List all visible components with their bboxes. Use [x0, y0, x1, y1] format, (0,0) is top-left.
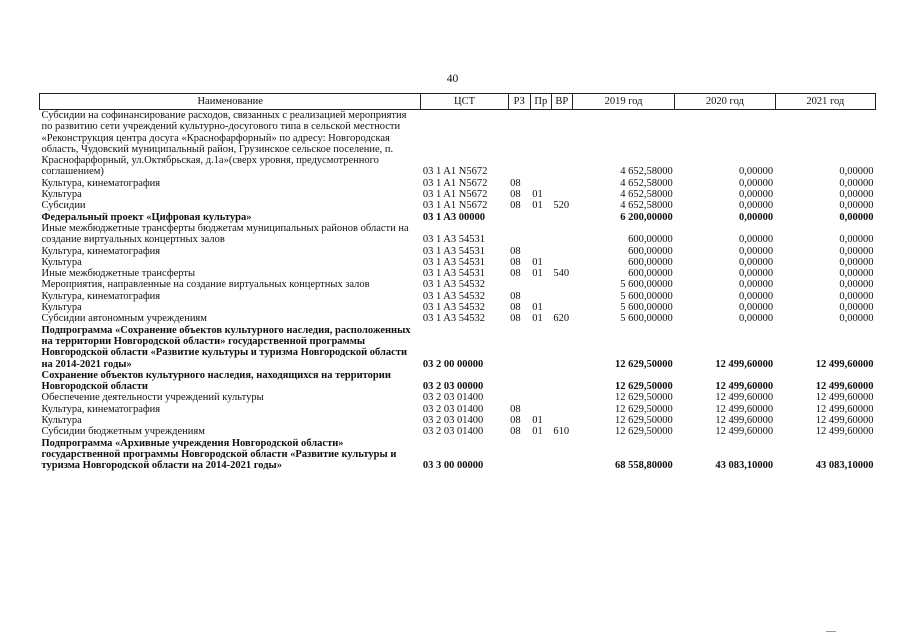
- cell-pr: [530, 178, 551, 189]
- cell-2019: 12 629,50000: [614, 358, 673, 370]
- cell-rz: 08: [510, 177, 521, 189]
- cell-name: Субсидии: [41, 200, 86, 212]
- cell-2019: 12 629,50000: [614, 403, 673, 415]
- cell-pr: 01: [532, 189, 543, 201]
- cell-2020: 0,00000: [738, 279, 774, 291]
- cell-pr: 01: [532, 256, 543, 268]
- cell-rz: [508, 370, 530, 393]
- cell-pr: 01: [532, 302, 543, 314]
- table-row: [40, 438, 876, 472]
- cell-pr: 01: [532, 200, 543, 212]
- cell-2019: 6 200,00000: [620, 211, 673, 223]
- header-pr: Пр: [530, 94, 551, 110]
- cell-name: Мероприятия, направленные на создание виртуальных концертных залов: [41, 279, 370, 291]
- table-row: [40, 370, 876, 393]
- cell-vr: [551, 302, 572, 313]
- cell-2019: 68 558,80000: [614, 460, 673, 472]
- cell-cst: 03 2 03 01400: [422, 415, 484, 427]
- cell-2021: 0,00000: [839, 290, 874, 302]
- cell-2019: 5 600,00000: [620, 313, 673, 325]
- cell-rz: 08: [510, 426, 521, 438]
- cell-pr: [530, 212, 551, 223]
- cell-rz: [508, 438, 530, 472]
- table-row: [40, 426, 876, 437]
- cell-pr: 01: [532, 426, 543, 438]
- cell-2020: 12 499,60000: [715, 403, 774, 415]
- cell-cst: 03 2 03 01400: [422, 403, 484, 415]
- cell-name: Культура, кинематография: [41, 245, 161, 257]
- table-row: [40, 189, 876, 200]
- table-row: [40, 178, 876, 189]
- table-row: [40, 200, 876, 211]
- cell-cst: 03 2 03 01400: [422, 392, 484, 404]
- cell-2021: 0,00000: [839, 268, 874, 280]
- cell-cst: 03 1 A3 54532: [422, 313, 485, 325]
- cell-pr: [530, 370, 551, 393]
- table-header: [40, 94, 876, 110]
- cell-2021: 0,00000: [839, 211, 874, 223]
- cell-2021: 0,00000: [839, 200, 874, 212]
- cell-2020: 0,00000: [738, 177, 774, 189]
- cell-vr: [551, 415, 572, 426]
- cell-2019: 5 600,00000: [620, 290, 673, 302]
- table-body: [40, 110, 876, 472]
- cell-vr: [551, 279, 572, 290]
- cell-vr: 610: [553, 426, 570, 438]
- cell-name: Культура, кинематография: [41, 290, 161, 302]
- cell-cst: 03 1 A3 54531: [422, 245, 485, 257]
- cell-rz: [508, 223, 530, 246]
- cell-name: Федеральный проект «Цифровая культура»: [41, 211, 252, 223]
- cell-pr: [530, 325, 551, 370]
- table-row: [40, 279, 876, 290]
- cell-2019: 4 652,58000: [620, 166, 673, 178]
- cell-2020: 12 499,60000: [715, 426, 774, 438]
- cell-2019: 5 600,00000: [620, 279, 673, 291]
- cell-2021: 0,00000: [839, 279, 874, 291]
- cell-2019: 12 629,50000: [614, 381, 673, 393]
- cell-cst: 03 2 03 01400: [422, 426, 484, 438]
- cell-name: Подпрограмма «Архивные учреждения Новгородской области» государственной программы Новгородской области «Развитие культуры и туризма Новгородской области на 2014-2021 годы»: [41, 437, 397, 472]
- cell-2020: 12 499,60000: [715, 415, 774, 427]
- cell-2020: 0,00000: [738, 166, 774, 178]
- cell-2020: 0,00000: [738, 313, 774, 325]
- cell-2021: 12 499,60000: [815, 381, 874, 393]
- cell-cst: 03 1 A3 54532: [422, 290, 485, 302]
- cell-2020: 0,00000: [738, 302, 774, 314]
- cell-rz: [508, 110, 530, 178]
- cell-rz: [508, 392, 530, 403]
- cell-pr: [530, 246, 551, 257]
- cell-vr: [551, 223, 572, 246]
- cell-vr: [551, 438, 572, 472]
- cell-2020: 12 499,60000: [715, 358, 774, 370]
- table-row: [40, 246, 876, 257]
- cell-cst: 03 1 A3 54531: [422, 268, 485, 280]
- cell-2019: 12 629,50000: [614, 415, 673, 427]
- cell-vr: [551, 178, 572, 189]
- cell-vr: 620: [553, 313, 570, 325]
- cell-rz: 08: [510, 313, 521, 325]
- cell-name: Культура, кинематография: [41, 177, 161, 189]
- cell-cst: 03 1 A3 54532: [422, 279, 485, 291]
- cell-rz: 08: [510, 415, 521, 427]
- header-2021: 2021 год: [775, 94, 875, 110]
- cell-rz: 08: [510, 268, 521, 280]
- cell-rz: 08: [510, 189, 521, 201]
- cell-pr: 01: [532, 313, 543, 325]
- cell-2021: 0,00000: [839, 177, 874, 189]
- cell-name: Культура, кинематография: [41, 403, 161, 415]
- cell-rz: 08: [510, 245, 521, 257]
- cell-pr: [530, 291, 551, 302]
- cell-rz: [508, 325, 530, 370]
- cell-vr: [551, 257, 572, 268]
- cell-rz: 08: [510, 256, 521, 268]
- cell-2021: 12 499,60000: [815, 358, 874, 370]
- cell-2019: 12 629,50000: [614, 426, 673, 438]
- cell-2019: 4 652,58000: [620, 200, 673, 212]
- cell-vr: 540: [553, 268, 570, 280]
- cell-2021: 12 499,60000: [815, 392, 874, 404]
- table-row: [40, 110, 876, 178]
- cell-2020: 0,00000: [738, 245, 774, 257]
- budget-table: [39, 93, 876, 472]
- scan-mark: [826, 631, 836, 632]
- cell-2021: 43 083,10000: [815, 460, 874, 472]
- cell-cst: 03 1 A3 54531: [422, 234, 485, 246]
- cell-name: Иные межбюджетные трансферты бюджетам муниципальных районов области на создание виртуальных концертных залов: [41, 222, 409, 246]
- header-vr: ВР: [551, 94, 572, 110]
- cell-cst: 03 1 A3 54531: [422, 256, 485, 268]
- cell-2019: 4 652,58000: [620, 189, 673, 201]
- cell-vr: 520: [553, 200, 570, 212]
- cell-2020: 0,00000: [738, 268, 774, 280]
- cell-2020: 0,00000: [738, 189, 774, 201]
- cell-name: Культура: [41, 415, 82, 427]
- cell-2020: 12 499,60000: [715, 381, 774, 393]
- cell-pr: [530, 392, 551, 403]
- cell-rz: [508, 279, 530, 290]
- cell-pr: [530, 223, 551, 246]
- cell-rz: 08: [510, 403, 521, 415]
- table-row: [40, 291, 876, 302]
- cell-2020: 0,00000: [738, 234, 774, 246]
- cell-vr: [551, 325, 572, 370]
- table-row: [40, 212, 876, 223]
- cell-name: Субсидии бюджетным учреждениям: [41, 426, 205, 438]
- cell-vr: [551, 189, 572, 200]
- cell-2019: 600,00000: [628, 256, 673, 268]
- cell-2021: 0,00000: [839, 245, 874, 257]
- cell-cst: 03 1 A3 54532: [422, 302, 485, 314]
- table-row: [40, 404, 876, 415]
- cell-rz: 08: [510, 200, 521, 212]
- cell-2020: 0,00000: [738, 290, 774, 302]
- cell-name: Культура: [41, 302, 82, 314]
- table-row: [40, 325, 876, 370]
- cell-vr: [551, 404, 572, 415]
- cell-vr: [551, 291, 572, 302]
- cell-cst: 03 1 A1 N5672: [422, 166, 488, 178]
- page-number: 40: [446, 73, 459, 85]
- cell-name: Культура: [41, 256, 82, 268]
- cell-2019: 600,00000: [628, 245, 673, 257]
- cell-name: Субсидии автономным учреждениям: [41, 313, 207, 325]
- table-row: [40, 257, 876, 268]
- table-row: [40, 415, 876, 426]
- cell-cst: 03 1 A3 00000: [422, 211, 485, 223]
- cell-2021: 0,00000: [839, 189, 874, 201]
- header-name: Наименование: [40, 94, 421, 110]
- cell-2021: 0,00000: [839, 313, 874, 325]
- cell-cst: 03 3 00 00000: [422, 460, 484, 472]
- table-row: [40, 313, 876, 324]
- header-cst: ЦСТ: [421, 94, 508, 110]
- cell-cst: 03 1 A1 N5672: [422, 189, 488, 201]
- cell-vr: [551, 370, 572, 393]
- cell-rz: 08: [510, 290, 521, 302]
- table-row: [40, 268, 876, 279]
- cell-2019: 600,00000: [628, 268, 673, 280]
- cell-2020: 43 083,10000: [715, 460, 774, 472]
- cell-2021: 12 499,60000: [815, 415, 874, 427]
- cell-2020: 0,00000: [738, 211, 774, 223]
- cell-vr: [551, 246, 572, 257]
- table-row: [40, 302, 876, 313]
- cell-2020: 0,00000: [738, 256, 774, 268]
- cell-cst: 03 1 A1 N5672: [422, 177, 488, 189]
- cell-2019: 12 629,50000: [614, 392, 673, 404]
- cell-2020: 0,00000: [738, 200, 774, 212]
- cell-cst: 03 1 A1 N5672: [422, 200, 488, 212]
- cell-2021: 0,00000: [839, 302, 874, 314]
- cell-pr: [530, 279, 551, 290]
- cell-rz: 08: [510, 302, 521, 314]
- cell-name: Иные межбюджетные трансферты: [41, 268, 196, 280]
- cell-2021: 0,00000: [839, 256, 874, 268]
- cell-pr: 01: [532, 268, 543, 280]
- header-2020: 2020 год: [675, 94, 775, 110]
- header-rz: РЗ: [508, 94, 530, 110]
- cell-2019: 4 652,58000: [620, 177, 673, 189]
- cell-vr: [551, 212, 572, 223]
- cell-2020: 12 499,60000: [715, 392, 774, 404]
- cell-name: Подпрограмма «Сохранение объектов культурного наследия, расположенных на территории Новгородской области» государственной программы Новгородской области «Развитие культуры и туризма Новгородской области на 2014-2021 годы»: [41, 324, 411, 370]
- cell-pr: [530, 110, 551, 178]
- cell-2021: 12 499,60000: [815, 426, 874, 438]
- cell-rz: [508, 212, 530, 223]
- table-row: [40, 392, 876, 403]
- cell-2021: 0,00000: [839, 166, 874, 178]
- cell-cst: 03 2 00 00000: [422, 358, 484, 370]
- cell-2021: 12 499,60000: [815, 403, 874, 415]
- cell-pr: [530, 438, 551, 472]
- cell-2019: 600,00000: [628, 234, 673, 246]
- cell-name: Обеспечение деятельности учреждений культуры: [41, 392, 264, 404]
- cell-pr: 01: [532, 415, 543, 427]
- cell-cst: 03 2 03 00000: [422, 381, 484, 393]
- cell-vr: [551, 392, 572, 403]
- cell-2019: 5 600,00000: [620, 302, 673, 314]
- cell-name: Культура: [41, 189, 82, 201]
- header-2019: 2019 год: [572, 94, 674, 110]
- cell-name: Субсидии на софинансирование расходов, связанных с реализацией мероприятия по развитию сети учреждений культурно-досугового типа в сельской местности «Реконструкция центра досуга «Краснофарфорный» по адресу: Новгородская область, Чудовский муниципальный район, Грузинское сельское поселение, п. Краснофарфорный, ул.Октябрьская, д.1а»(сверх уровня, предусмотренного соглашением): [41, 110, 407, 178]
- table-row: [40, 223, 876, 246]
- cell-name: Сохранение объектов культурного наследия, находящихся на территории Новгородской области: [41, 369, 391, 393]
- cell-pr: [530, 404, 551, 415]
- cell-vr: [551, 110, 572, 178]
- cell-2021: 0,00000: [839, 234, 874, 246]
